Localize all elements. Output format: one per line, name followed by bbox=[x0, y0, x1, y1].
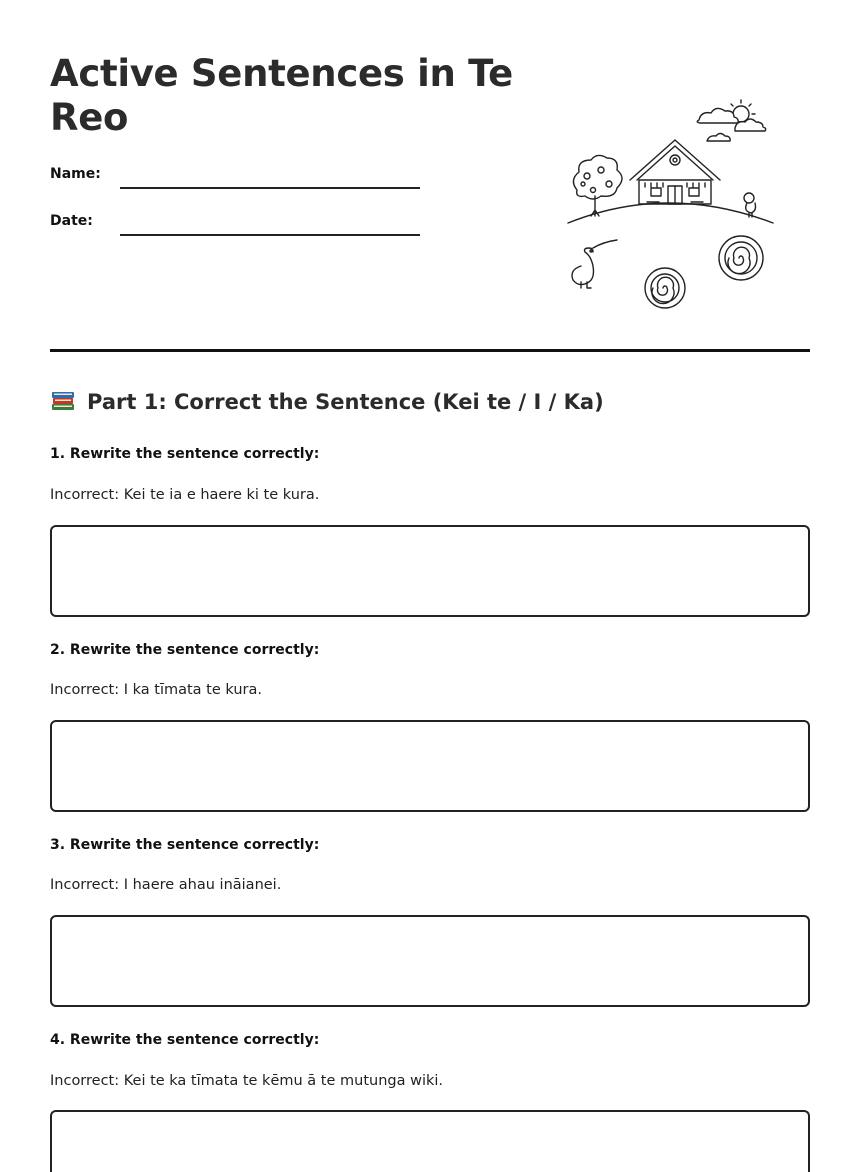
name-label: Name: bbox=[50, 166, 101, 182]
date-input-line[interactable] bbox=[120, 234, 420, 236]
tree-icon bbox=[573, 155, 622, 216]
question-2-text: Incorrect: I ka tīmata te kura. bbox=[50, 682, 262, 698]
question-1-text: Incorrect: Kei te ia e haere ki te kura. bbox=[50, 487, 320, 503]
cloud-icon bbox=[697, 108, 765, 141]
koru-shell-icon bbox=[719, 236, 763, 280]
name-field bbox=[50, 166, 420, 196]
answer-box-2[interactable] bbox=[50, 720, 810, 812]
answer-box-1[interactable] bbox=[50, 525, 810, 617]
books-icon bbox=[50, 389, 76, 415]
marae-house-icon bbox=[630, 140, 720, 204]
marae-landscape-illustration bbox=[565, 98, 777, 312]
date-label: Date: bbox=[50, 213, 93, 229]
kiwi-bird-icon bbox=[572, 240, 617, 288]
question-1-title: 1. Rewrite the sentence correctly: bbox=[50, 446, 320, 462]
question-2-title: 2. Rewrite the sentence correctly: bbox=[50, 642, 320, 658]
section-heading bbox=[50, 389, 604, 415]
section-heading-text: Part 1: Correct the Sentence (Kei te / I / Ka) bbox=[87, 390, 604, 414]
date-field bbox=[50, 213, 420, 243]
question-3-text: Incorrect: I haere ahau ināianei. bbox=[50, 877, 282, 893]
question-3-title: 3. Rewrite the sentence correctly: bbox=[50, 837, 320, 853]
question-4-text: Incorrect: Kei te ka tīmata te kēmu ā te mutunga wiki. bbox=[50, 1073, 444, 1089]
answer-box-4[interactable] bbox=[50, 1110, 810, 1172]
name-input-line[interactable] bbox=[120, 187, 420, 189]
answer-box-3[interactable] bbox=[50, 915, 810, 1007]
koru-shell-icon bbox=[645, 268, 685, 308]
page-title: Active Sentences in Te Reo bbox=[50, 52, 513, 139]
header-divider bbox=[50, 349, 810, 352]
question-4-title: 4. Rewrite the sentence correctly: bbox=[50, 1032, 320, 1048]
